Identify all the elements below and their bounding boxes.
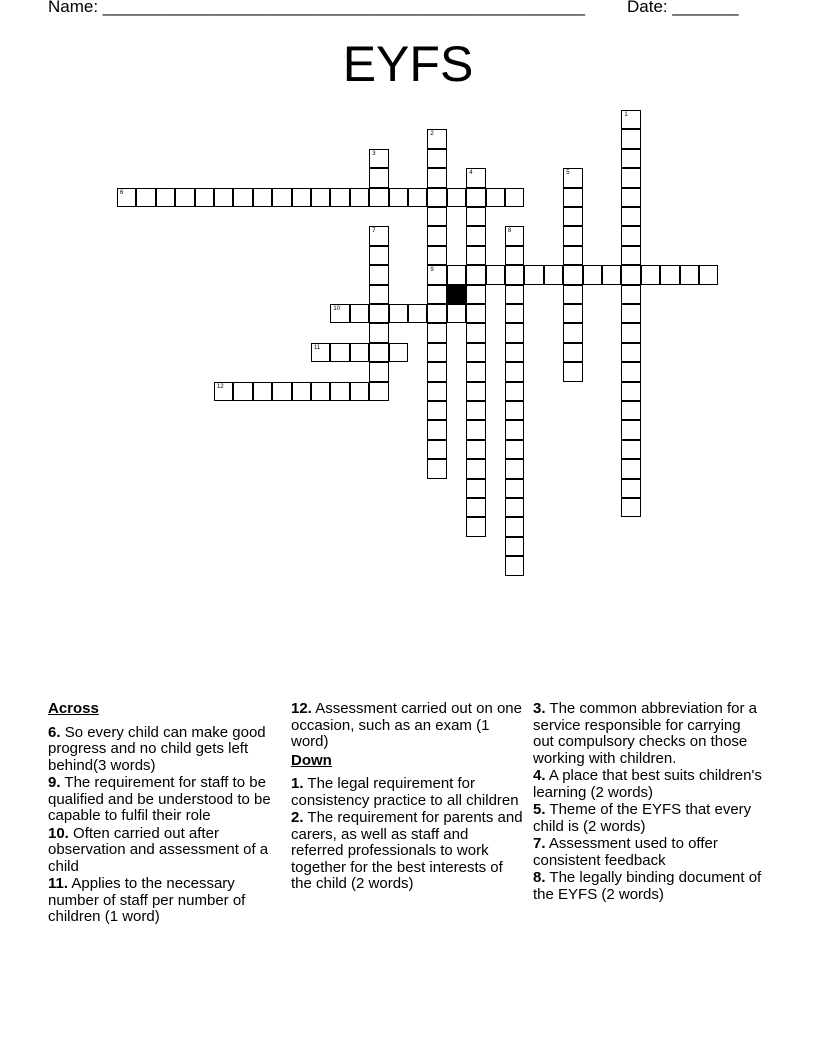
grid-cell[interactable]: [427, 129, 446, 148]
grid-cell[interactable]: [427, 459, 446, 478]
grid-cell[interactable]: [621, 401, 640, 420]
grid-cell[interactable]: [505, 304, 524, 323]
grid-cell[interactable]: [350, 188, 369, 207]
grid-cell[interactable]: [563, 285, 582, 304]
clue-down-2: [291, 810, 523, 893]
clue-text: Theme of the EYFS that every child is (2 words): [533, 801, 752, 835]
grid-cell[interactable]: [466, 343, 485, 362]
grid-cell[interactable]: [524, 265, 543, 284]
grid-cell[interactable]: [466, 188, 485, 207]
grid-cell[interactable]: [369, 382, 388, 401]
grid-cell[interactable]: [447, 265, 466, 284]
grid-cell[interactable]: [505, 537, 524, 556]
grid-cell[interactable]: [272, 188, 291, 207]
clue-text: A place that best suits children's learning (2 words): [533, 767, 762, 801]
grid-cell[interactable]: [641, 265, 660, 284]
grid-cell[interactable]: [621, 459, 640, 478]
grid-cell[interactable]: [621, 420, 640, 439]
clue-down-3: [533, 701, 763, 767]
grid-cell[interactable]: [330, 382, 349, 401]
clue-number: 1.: [291, 775, 304, 792]
grid-cell[interactable]: [505, 246, 524, 265]
grid-cell[interactable]: [389, 304, 408, 323]
grid-cell[interactable]: [505, 517, 524, 536]
grid-cell[interactable]: [466, 420, 485, 439]
clue-text: Often carried out after observation and assessment of a child: [48, 824, 269, 875]
grid-cell[interactable]: [621, 362, 640, 381]
grid-cell[interactable]: [505, 479, 524, 498]
grid-cell[interactable]: [621, 129, 640, 148]
grid-cell[interactable]: [369, 246, 388, 265]
grid-cell[interactable]: [350, 304, 369, 323]
grid-cell[interactable]: [427, 188, 446, 207]
grid-cell[interactable]: [621, 479, 640, 498]
cell-number: 5: [566, 170, 570, 177]
grid-cell[interactable]: [563, 207, 582, 226]
grid-cell[interactable]: [486, 265, 505, 284]
grid-cell[interactable]: [563, 246, 582, 265]
grid-cell[interactable]: [621, 110, 640, 129]
cell-number: 4: [469, 170, 473, 177]
grid-cell[interactable]: [311, 188, 330, 207]
grid-cell[interactable]: [466, 362, 485, 381]
grid-cell[interactable]: [330, 343, 349, 362]
name-field-label: Name: ___________________________________________________: [48, 0, 585, 16]
grid-cell[interactable]: [427, 362, 446, 381]
grid-cell[interactable]: [505, 556, 524, 575]
clue-down-8: [533, 870, 763, 903]
grid-cell[interactable]: [466, 207, 485, 226]
grid-cell[interactable]: [427, 226, 446, 245]
clue-across-6: [48, 725, 278, 775]
grid-cell[interactable]: [505, 401, 524, 420]
grid-cell[interactable]: [466, 382, 485, 401]
clue-text: The requirement for parents and carers, as well as staff and referred professionals to work together for the best interests of the child (2 words): [291, 809, 523, 892]
grid-cell[interactable]: [505, 382, 524, 401]
grid-cell[interactable]: [330, 188, 349, 207]
grid-cell[interactable]: [466, 168, 485, 187]
grid-cell[interactable]: [427, 323, 446, 342]
grid-cell[interactable]: [389, 188, 408, 207]
grid-cell[interactable]: [466, 246, 485, 265]
grid-cell[interactable]: [505, 498, 524, 517]
grid-cell[interactable]: [350, 343, 369, 362]
grid-cell[interactable]: [330, 304, 349, 323]
grid-cell[interactable]: [369, 362, 388, 381]
grid-cell[interactable]: [563, 323, 582, 342]
cell-number: 11: [314, 344, 321, 351]
grid-cell[interactable]: [369, 304, 388, 323]
grid-cell[interactable]: [505, 323, 524, 342]
cell-number: 3: [372, 150, 376, 157]
grid-cell[interactable]: [311, 343, 330, 362]
grid-cell[interactable]: [136, 188, 155, 207]
grid-cell[interactable]: [427, 401, 446, 420]
grid-cell[interactable]: [233, 382, 252, 401]
clue-number: 10.: [48, 824, 69, 842]
grid-cell[interactable]: [427, 304, 446, 323]
grid-cell[interactable]: [233, 188, 252, 207]
grid-cell[interactable]: [563, 304, 582, 323]
grid-cell[interactable]: [369, 285, 388, 304]
grid-cell[interactable]: [466, 498, 485, 517]
grid-cell[interactable]: [117, 188, 136, 207]
grid-cell[interactable]: [195, 188, 214, 207]
grid-cell[interactable]: [369, 265, 388, 284]
grid-cell[interactable]: [253, 382, 272, 401]
clue-number: 12.: [291, 700, 312, 717]
grid-cell[interactable]: [466, 459, 485, 478]
grid-cell[interactable]: [505, 285, 524, 304]
grid-cell[interactable]: [660, 265, 679, 284]
grid-cell[interactable]: [621, 343, 640, 362]
clue-number: 5.: [533, 801, 546, 818]
grid-cell[interactable]: [292, 382, 311, 401]
grid-cell[interactable]: [466, 265, 485, 284]
grid-cell[interactable]: [505, 440, 524, 459]
grid-cell[interactable]: [621, 226, 640, 245]
clue-down-7: [533, 836, 763, 869]
grid-cell[interactable]: [505, 420, 524, 439]
grid-cell[interactable]: [621, 304, 640, 323]
grid-cell[interactable]: [621, 168, 640, 187]
grid-cell[interactable]: [214, 188, 233, 207]
grid-cell[interactable]: [583, 265, 602, 284]
grid-cell[interactable]: [272, 382, 291, 401]
grid-cell[interactable]: [563, 343, 582, 362]
clue-text: The legally binding document of the EYFS (2 words): [533, 869, 762, 903]
grid-cell[interactable]: [427, 149, 446, 168]
grid-cell[interactable]: [214, 382, 233, 401]
clue-text: Assessment carried out on one occasion, such as an exam (1 word): [291, 700, 522, 750]
clue-number: 4.: [533, 767, 546, 784]
grid-cell[interactable]: [369, 226, 388, 245]
grid-cell[interactable]: [447, 304, 466, 323]
grid-cell[interactable]: [466, 285, 485, 304]
grid-cell[interactable]: [544, 265, 563, 284]
cell-number: 12: [217, 383, 224, 390]
grid-cell[interactable]: [621, 440, 640, 459]
cell-number: 7: [372, 228, 376, 235]
page-title: EYFS: [342, 36, 474, 92]
grid-cell[interactable]: [505, 226, 524, 245]
grid-cell[interactable]: [447, 188, 466, 207]
grid-cell[interactable]: [466, 440, 485, 459]
clue-number: 3.: [533, 700, 546, 717]
clue-number: 9.: [48, 774, 61, 791]
grid-cell[interactable]: [505, 265, 524, 284]
grid-cell[interactable]: [389, 343, 408, 362]
cell-number: 9: [430, 267, 434, 274]
grid-cell[interactable]: [466, 226, 485, 245]
blocked-cell: [447, 285, 466, 304]
grid-cell[interactable]: [621, 149, 640, 168]
grid-cell[interactable]: [563, 265, 582, 284]
grid-cell[interactable]: [621, 382, 640, 401]
grid-cell[interactable]: [563, 168, 582, 187]
grid-cell[interactable]: [369, 188, 388, 207]
grid-cell[interactable]: [602, 265, 621, 284]
grid-cell[interactable]: [427, 382, 446, 401]
grid-cell[interactable]: [408, 188, 427, 207]
clue-text: The common abbreviation for a service responsible for carrying out compulsory checks on those working with children.: [533, 700, 758, 767]
grid-cell[interactable]: [563, 362, 582, 381]
clue-column-1: [48, 701, 278, 927]
clue-down-1: [291, 776, 523, 809]
grid-cell[interactable]: [505, 343, 524, 362]
clue-across-11: [48, 876, 278, 926]
clue-across-9: [48, 775, 278, 825]
grid-cell[interactable]: [175, 188, 194, 207]
clue-number: 11.: [48, 875, 69, 892]
across-heading: Across: [48, 700, 99, 717]
grid-cell[interactable]: [427, 440, 446, 459]
grid-cell[interactable]: [505, 459, 524, 478]
grid-cell[interactable]: [621, 323, 640, 342]
grid-cell[interactable]: [427, 246, 446, 265]
grid-cell[interactable]: [369, 149, 388, 168]
grid-cell[interactable]: [292, 188, 311, 207]
grid-cell[interactable]: [505, 188, 524, 207]
grid-cell[interactable]: [466, 517, 485, 536]
grid-cell[interactable]: [427, 420, 446, 439]
grid-cell[interactable]: [505, 362, 524, 381]
grid-cell[interactable]: [621, 498, 640, 517]
grid-cell[interactable]: [466, 401, 485, 420]
grid-cell[interactable]: [253, 188, 272, 207]
clue-down-4: [533, 768, 763, 801]
grid-cell[interactable]: [311, 382, 330, 401]
grid-cell[interactable]: [486, 188, 505, 207]
grid-cell[interactable]: [427, 265, 446, 284]
cell-number: 2: [430, 131, 434, 138]
grid-cell[interactable]: [621, 246, 640, 265]
grid-cell[interactable]: [427, 343, 446, 362]
clue-number: 7.: [533, 835, 546, 852]
grid-cell[interactable]: [699, 265, 718, 284]
cell-number: 10: [333, 306, 341, 312]
grid-cell[interactable]: [466, 323, 485, 342]
clue-across-12: [291, 701, 523, 751]
grid-cell[interactable]: [408, 304, 427, 323]
down-heading: Down: [291, 751, 332, 769]
grid-cell[interactable]: [466, 479, 485, 498]
grid-cell[interactable]: [680, 265, 699, 284]
grid-cell[interactable]: [369, 343, 388, 362]
clue-text: The requirement for staff to be qualified and be understood to be capable to fulfil their role: [48, 774, 271, 824]
grid-cell[interactable]: [369, 323, 388, 342]
grid-cell[interactable]: [621, 207, 640, 226]
clue-number: 6.: [48, 723, 61, 741]
grid-cell[interactable]: [427, 168, 446, 187]
clue-column-3: [533, 701, 763, 904]
grid-cell[interactable]: [563, 226, 582, 245]
grid-cell[interactable]: [156, 188, 175, 207]
cell-number: 8: [508, 228, 512, 235]
grid-cell[interactable]: [369, 168, 388, 187]
grid-cell[interactable]: [350, 382, 369, 401]
cell-number: 6: [120, 189, 124, 196]
cell-number: 1: [624, 112, 628, 118]
clue-across-10: [48, 826, 278, 876]
clue-text: Assessment used to offer consistent feedback: [533, 835, 718, 869]
clue-number: 2.: [291, 809, 304, 826]
clue-text: Applies to the necessary number of staff per number of children (1 word): [48, 875, 246, 925]
grid-cell[interactable]: [563, 188, 582, 207]
grid-cell[interactable]: [621, 188, 640, 207]
clue-number: 8.: [533, 869, 546, 886]
clue-column-2: [291, 701, 523, 894]
clue-text: The legal requirement for consistency practice to all children: [291, 775, 519, 809]
grid-cell[interactable]: [466, 304, 485, 323]
clue-text: So every child can make good progress and no child gets left behind(3 words): [48, 723, 266, 774]
clue-down-5: [533, 802, 763, 835]
grid-cell[interactable]: [621, 265, 640, 284]
grid-cell[interactable]: [621, 285, 640, 304]
grid-cell[interactable]: [427, 285, 446, 304]
date-field-label: Date: _______: [627, 0, 739, 16]
grid-cell[interactable]: [427, 207, 446, 226]
